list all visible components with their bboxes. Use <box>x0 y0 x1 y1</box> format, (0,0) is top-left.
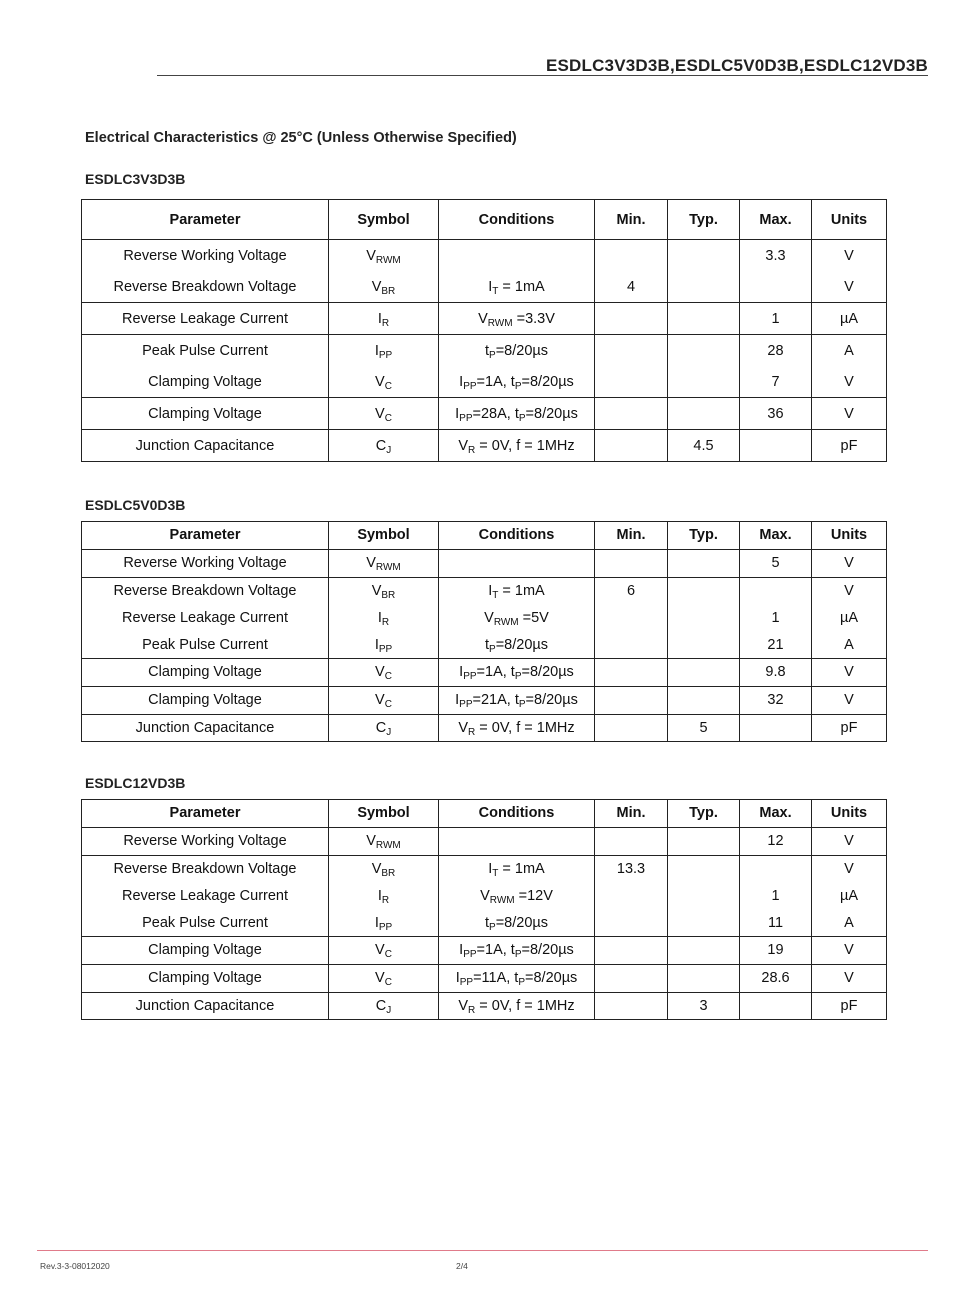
typ-cell <box>668 658 740 686</box>
column-header-max: Max. <box>740 522 812 550</box>
parameter-cell: Reverse Leakage Current <box>82 604 329 631</box>
max-cell <box>740 714 812 742</box>
parameter-cell: Reverse Leakage Current <box>82 882 329 909</box>
column-header-typ: Typ. <box>668 200 740 240</box>
parameter-cell: Reverse Breakdown Voltage <box>82 577 329 604</box>
min-cell: 13.3 <box>595 855 668 882</box>
conditions-cell: $t_P=8/20\mu s$ <box>439 335 595 367</box>
typ-cell <box>668 882 740 909</box>
conditions-cell: $I_{PP}=28A$, $t_P=8/20\mu s$ <box>439 398 595 430</box>
units-cell: V <box>812 658 887 686</box>
symbol-cell: $V_{BR}$ <box>329 271 439 303</box>
typ-cell <box>668 366 740 398</box>
typ-cell <box>668 398 740 430</box>
conditions-cell: $V_R = 0V$, f = 1MHz <box>439 430 595 462</box>
symbol-cell: $C_J$ <box>329 430 439 462</box>
conditions-cell: $I_{PP}=11A$, $t_P=8/20\mu s$ <box>439 964 595 992</box>
conditions-cell <box>439 240 595 272</box>
min-cell <box>595 335 668 367</box>
conditions-cell: $V_R = 0V$, f = 1MHz <box>439 992 595 1020</box>
min-cell <box>595 303 668 335</box>
spec-table-esdlc5v0d3b <box>81 521 887 742</box>
table-row <box>82 335 887 367</box>
table-label-esdlc12vd3b: ESDLC12VD3B <box>85 775 186 791</box>
revision-label: Rev.3-3-08012020 <box>40 1261 110 1271</box>
symbol-cell: $I_R$ <box>329 882 439 909</box>
max-cell: 28 <box>740 335 812 367</box>
column-header-min: Min. <box>595 800 668 828</box>
symbol-cell: $V_{RWM}$ <box>329 827 439 855</box>
typ-cell: 5 <box>668 714 740 742</box>
max-cell: 1 <box>740 604 812 631</box>
parameter-cell: Clamping Voltage <box>82 686 329 714</box>
conditions-cell: $V_{RWM} =5V$ <box>439 604 595 631</box>
column-header-units: Units <box>812 200 887 240</box>
parameter-cell: Peak Pulse Current <box>82 335 329 367</box>
typ-cell <box>668 827 740 855</box>
symbol-cell: $V_{BR}$ <box>329 577 439 604</box>
units-cell: µA <box>812 303 887 335</box>
max-cell: 7 <box>740 366 812 398</box>
symbol-cell: $C_J$ <box>329 992 439 1020</box>
parameter-cell: Reverse Leakage Current <box>82 303 329 335</box>
max-cell: 21 <box>740 631 812 658</box>
column-header-conditions: Conditions <box>439 800 595 828</box>
typ-cell <box>668 604 740 631</box>
parameter-cell: Clamping Voltage <box>82 658 329 686</box>
units-cell: pF <box>812 714 887 742</box>
max-cell: 9.8 <box>740 658 812 686</box>
parameter-cell: Clamping Voltage <box>82 366 329 398</box>
min-cell <box>595 686 668 714</box>
symbol-cell: $I_R$ <box>329 604 439 631</box>
table-row <box>82 992 887 1020</box>
units-cell: A <box>812 909 887 936</box>
conditions-cell: $I_{PP}=1A$, $t_P=8/20\mu s$ <box>439 936 595 964</box>
table-row <box>82 909 887 936</box>
min-cell: 6 <box>595 577 668 604</box>
typ-cell: 4.5 <box>668 430 740 462</box>
parameter-cell: Reverse Breakdown Voltage <box>82 855 329 882</box>
min-cell <box>595 658 668 686</box>
symbol-cell: $V_C$ <box>329 398 439 430</box>
parameter-cell: Clamping Voltage <box>82 964 329 992</box>
conditions-cell: $V_R = 0V$, f = 1MHz <box>439 714 595 742</box>
table-row <box>82 240 887 272</box>
parameter-cell: Reverse Breakdown Voltage <box>82 271 329 303</box>
table-label-esdlc5v0d3b: ESDLC5V0D3B <box>85 497 186 513</box>
max-cell: 5 <box>740 549 812 577</box>
typ-cell <box>668 271 740 303</box>
min-cell <box>595 936 668 964</box>
header-rule <box>157 75 928 76</box>
min-cell <box>595 366 668 398</box>
parameter-cell: Junction Capacitance <box>82 992 329 1020</box>
column-header-parameter: Parameter <box>82 800 329 828</box>
parameter-cell: Peak Pulse Current <box>82 631 329 658</box>
column-header-parameter: Parameter <box>82 200 329 240</box>
table-row <box>82 855 887 882</box>
table-header-row <box>82 522 887 550</box>
symbol-cell: $V_{RWM}$ <box>329 549 439 577</box>
table-row <box>82 964 887 992</box>
parameter-cell: Reverse Working Voltage <box>82 549 329 577</box>
typ-cell <box>668 303 740 335</box>
max-cell: 19 <box>740 936 812 964</box>
max-cell: 11 <box>740 909 812 936</box>
units-cell: V <box>812 686 887 714</box>
table-header-row <box>82 800 887 828</box>
column-header-min: Min. <box>595 200 668 240</box>
symbol-cell: $I_{PP}$ <box>329 631 439 658</box>
table-row <box>82 827 887 855</box>
table-row <box>82 714 887 742</box>
table-row <box>82 936 887 964</box>
symbol-cell: $I_R$ <box>329 303 439 335</box>
units-cell: V <box>812 240 887 272</box>
units-cell: V <box>812 271 887 303</box>
symbol-cell: $V_C$ <box>329 936 439 964</box>
table-row <box>82 366 887 398</box>
symbol-cell: $V_{RWM}$ <box>329 240 439 272</box>
column-header-symbol: Symbol <box>329 800 439 828</box>
units-cell: A <box>812 335 887 367</box>
units-cell: V <box>812 398 887 430</box>
min-cell <box>595 604 668 631</box>
column-header-symbol: Symbol <box>329 522 439 550</box>
symbol-cell: $V_{BR}$ <box>329 855 439 882</box>
column-header-units: Units <box>812 800 887 828</box>
table-row <box>82 430 887 462</box>
min-cell <box>595 827 668 855</box>
conditions-cell: $t_P=8/20\mu s$ <box>439 909 595 936</box>
parameter-cell: Junction Capacitance <box>82 714 329 742</box>
typ-cell <box>668 240 740 272</box>
max-cell: 1 <box>740 303 812 335</box>
conditions-cell: $I_T = 1mA$ <box>439 577 595 604</box>
table-row <box>82 882 887 909</box>
units-cell: V <box>812 549 887 577</box>
table-row <box>82 549 887 577</box>
units-cell: V <box>812 855 887 882</box>
parameter-cell: Reverse Working Voltage <box>82 240 329 272</box>
max-cell <box>740 855 812 882</box>
table-row <box>82 271 887 303</box>
units-cell: pF <box>812 430 887 462</box>
column-header-typ: Typ. <box>668 522 740 550</box>
units-cell: µA <box>812 604 887 631</box>
parameter-cell: Peak Pulse Current <box>82 909 329 936</box>
conditions-cell: $I_T = 1mA$ <box>439 855 595 882</box>
parameter-cell: Reverse Working Voltage <box>82 827 329 855</box>
typ-cell <box>668 549 740 577</box>
typ-cell <box>668 855 740 882</box>
column-header-max: Max. <box>740 200 812 240</box>
conditions-cell: $I_{PP}=1A$, $t_P=8/20\mu s$ <box>439 366 595 398</box>
max-cell: 28.6 <box>740 964 812 992</box>
units-cell: V <box>812 827 887 855</box>
max-cell: 1 <box>740 882 812 909</box>
column-header-parameter: Parameter <box>82 522 329 550</box>
table-row <box>82 631 887 658</box>
column-header-typ: Typ. <box>668 800 740 828</box>
typ-cell <box>668 577 740 604</box>
conditions-cell: $I_{PP}=1A$, $t_P=8/20\mu s$ <box>439 658 595 686</box>
min-cell <box>595 240 668 272</box>
table-row <box>82 577 887 604</box>
symbol-cell: $V_C$ <box>329 686 439 714</box>
max-cell <box>740 430 812 462</box>
column-header-symbol: Symbol <box>329 200 439 240</box>
document-title: ESDLC3V3D3B,ESDLC5V0D3B,ESDLC12VD3B <box>545 56 928 75</box>
table-row <box>82 658 887 686</box>
typ-cell <box>668 686 740 714</box>
symbol-cell: $I_{PP}$ <box>329 335 439 367</box>
symbol-cell: $V_C$ <box>329 658 439 686</box>
max-cell <box>740 992 812 1020</box>
typ-cell <box>668 335 740 367</box>
column-header-units: Units <box>812 522 887 550</box>
conditions-cell: $I_{PP}=21A$, $t_P=8/20\mu s$ <box>439 686 595 714</box>
symbol-cell: $C_J$ <box>329 714 439 742</box>
conditions-cell: $I_T = 1mA$ <box>439 271 595 303</box>
typ-cell <box>668 631 740 658</box>
min-cell <box>595 430 668 462</box>
units-cell: V <box>812 577 887 604</box>
min-cell: 4 <box>595 271 668 303</box>
table-row <box>82 686 887 714</box>
typ-cell: 3 <box>668 992 740 1020</box>
min-cell <box>595 631 668 658</box>
table-row <box>82 398 887 430</box>
conditions-cell: $V_{RWM} =3.3V$ <box>439 303 595 335</box>
max-cell: 36 <box>740 398 812 430</box>
units-cell: A <box>812 631 887 658</box>
typ-cell <box>668 936 740 964</box>
conditions-cell: $V_{RWM} =12V$ <box>439 882 595 909</box>
units-cell: pF <box>812 992 887 1020</box>
units-cell: µA <box>812 882 887 909</box>
min-cell <box>595 964 668 992</box>
section-title: Electrical Characteristics @ 25°C (Unless Otherwise Specified) <box>85 130 517 146</box>
table-row <box>82 604 887 631</box>
typ-cell <box>668 964 740 992</box>
min-cell <box>595 909 668 936</box>
max-cell <box>740 271 812 303</box>
min-cell <box>595 882 668 909</box>
parameter-cell: Clamping Voltage <box>82 398 329 430</box>
conditions-cell: $t_P=8/20\mu s$ <box>439 631 595 658</box>
spec-table-esdlc3v3d3b <box>81 199 887 462</box>
typ-cell <box>668 909 740 936</box>
units-cell: V <box>812 936 887 964</box>
footer-rule <box>37 1250 928 1251</box>
column-header-conditions: Conditions <box>439 522 595 550</box>
min-cell <box>595 549 668 577</box>
units-cell: V <box>812 366 887 398</box>
symbol-cell: $V_C$ <box>329 964 439 992</box>
parameter-cell: Clamping Voltage <box>82 936 329 964</box>
page-number: 2/4 <box>456 1261 468 1271</box>
spec-table-esdlc12vd3b <box>81 799 887 1020</box>
table-header-row <box>82 200 887 240</box>
units-cell: V <box>812 964 887 992</box>
table-label-esdlc3v3d3b: ESDLC3V3D3B <box>85 171 186 187</box>
symbol-cell: $V_C$ <box>329 366 439 398</box>
conditions-cell <box>439 549 595 577</box>
conditions-cell <box>439 827 595 855</box>
table-row <box>82 303 887 335</box>
max-cell <box>740 577 812 604</box>
max-cell: 32 <box>740 686 812 714</box>
max-cell: 3.3 <box>740 240 812 272</box>
min-cell <box>595 398 668 430</box>
column-header-conditions: Conditions <box>439 200 595 240</box>
min-cell <box>595 992 668 1020</box>
min-cell <box>595 714 668 742</box>
column-header-max: Max. <box>740 800 812 828</box>
column-header-min: Min. <box>595 522 668 550</box>
symbol-cell: $I_{PP}$ <box>329 909 439 936</box>
parameter-cell: Junction Capacitance <box>82 430 329 462</box>
max-cell: 12 <box>740 827 812 855</box>
